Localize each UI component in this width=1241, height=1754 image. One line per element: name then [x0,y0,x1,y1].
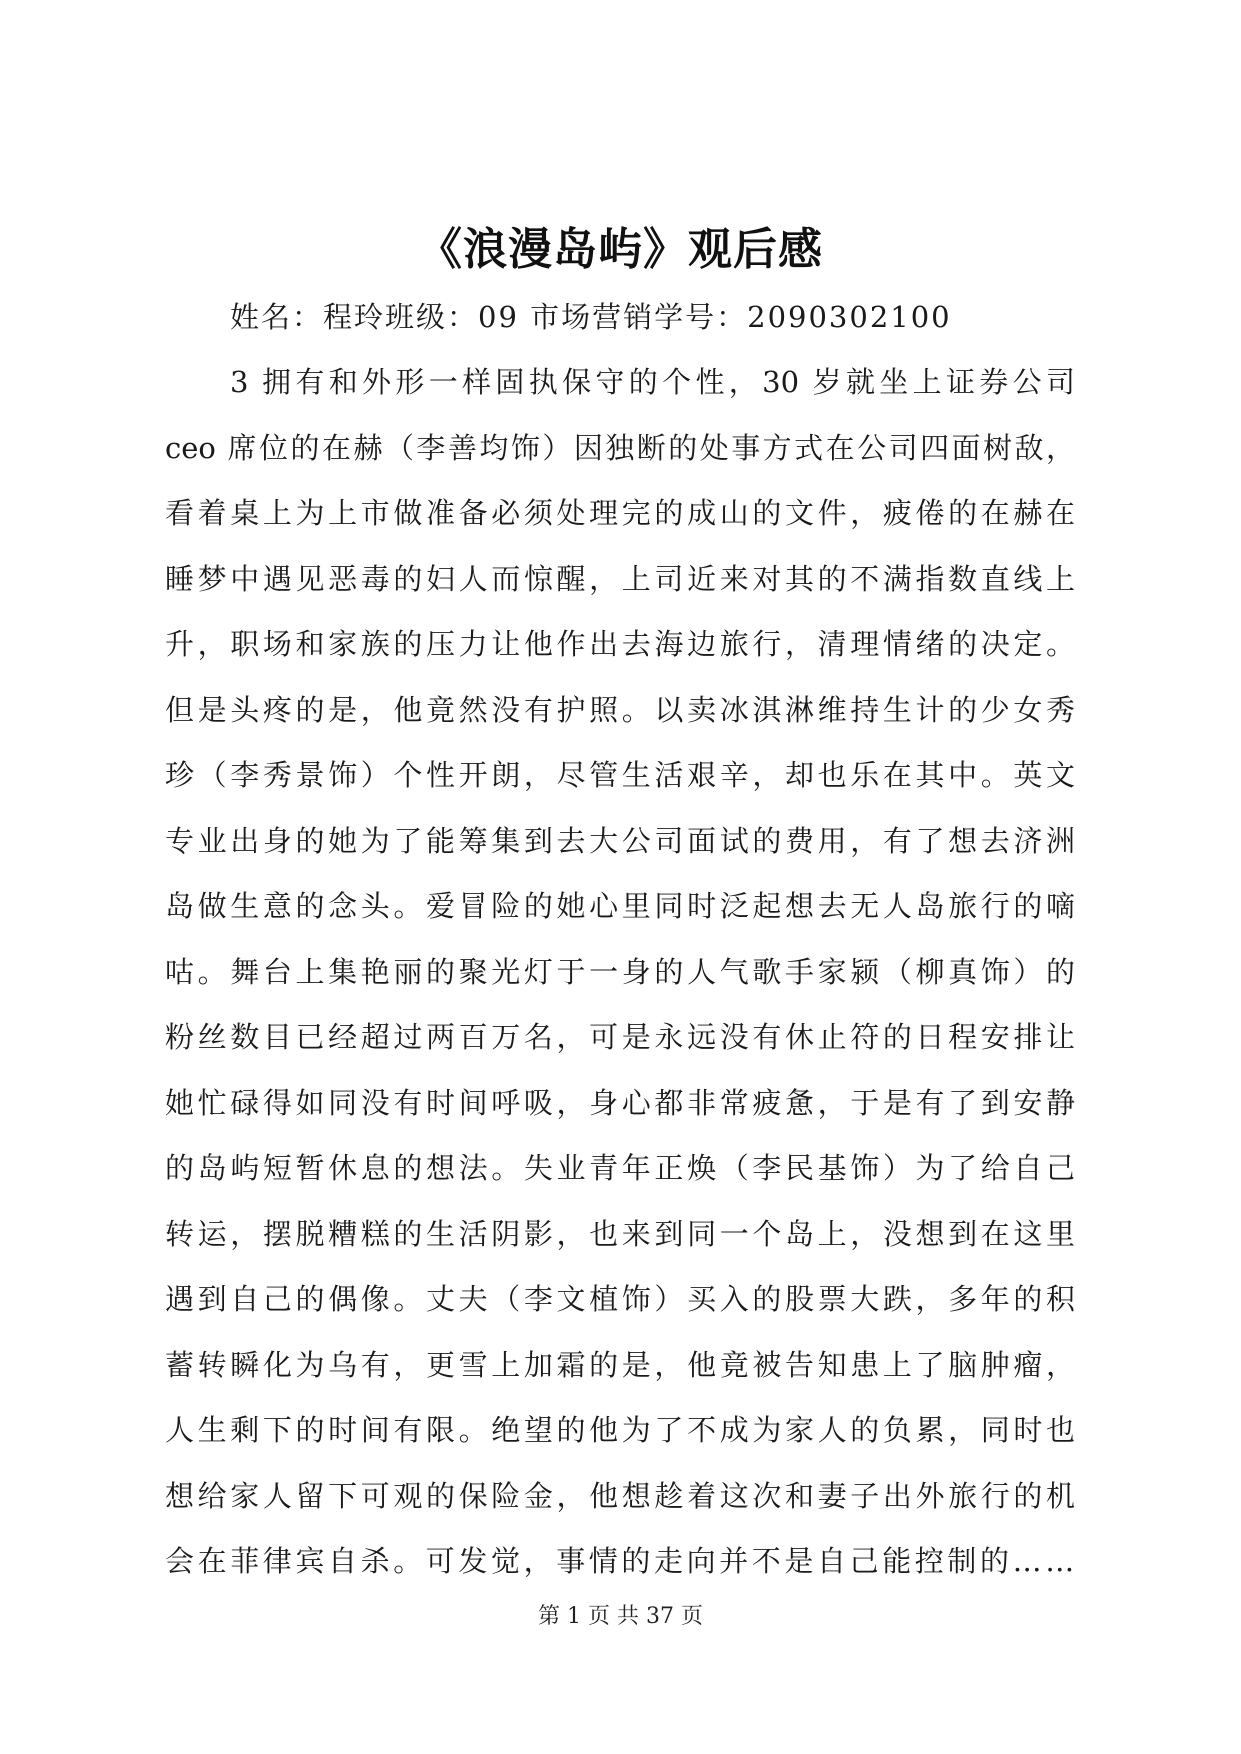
body-line: 转运，摆脱糟糕的生活阴影，也来到同一个岛上，没想到在这里 [165,1216,1075,1251]
body-line: 但是头疼的是，他竟然没有护照。以卖冰淇淋维持生计的少女秀 [165,692,1075,727]
body-line: 睡梦中遇见恶毒的妇人而惊醒，上司近来对其的不满指数直线上 [165,561,1075,596]
body-line: 看着桌上为上市做准备必须处理完的成山的文件，疲倦的在赫在 [165,496,1075,530]
body-line: 升，职场和家族的压力让他作出去海边旅行，清理情绪的决定。 [165,627,1075,661]
body-line: ceo 席位的在赫（李善均饰）因独断的处事方式在公司四面树敌， [165,430,1075,465]
body-line: 的岛屿短暂休息的想法。失业青年正焕（李民基饰）为了给自己 [165,1151,1075,1185]
body-line: 想给家人留下可观的保险金，他想趁着这次和妻子出外旅行的机 [165,1478,1075,1513]
body-line: 遇到自己的偶像。丈夫（李文植饰）买入的股票大跌，多年的积 [165,1282,1075,1316]
body-line: 会在菲律宾自杀。可发觉，事情的走向并不是自己能控制的…… [165,1544,1078,1578]
body-line: 珍（李秀景饰）个性开朗，尽管生活艰辛，却也乐在其中。英文 [165,758,1075,792]
body-line: 咕。舞台上集艳丽的聚光灯于一身的人气歌手家颍（柳真饰）的 [165,954,1075,989]
body-line: 专业出身的她为了能筹集到去大公司面试的费用，有了想去济洲 [165,823,1075,858]
body-line: 3 拥有和外形一样固执保守的个性，30 岁就坐上证券公司 [230,365,1075,399]
body-line: 岛做生意的念头。爱冒险的她心里同时泛起想去无人岛旅行的嘀 [165,889,1075,923]
page-number-footer: 第 1 页 共 37 页 [538,1604,703,1629]
body-line: 人生剩下的时间有限。绝望的他为了不成为家人的负累，同时也 [165,1413,1075,1447]
body-line: 粉丝数目已经超过两百万名，可是永远没有休止符的日程安排让 [165,1020,1075,1054]
document-title: 《浪漫岛屿》观后感 [418,224,823,275]
body-paragraph [165,362,1078,1607]
body-line: 她忙碌得如同没有时间呼吸，身心都非常疲惫，于是有了到安静 [165,1085,1075,1120]
author-info-line: 姓名：程玲班级：09 市场营销学号：2090302100 [230,300,952,334]
body-line: 蓄转瞬化为乌有，更雪上加霜的是，他竟被告知患上了脑肿瘤， [165,1347,1075,1382]
